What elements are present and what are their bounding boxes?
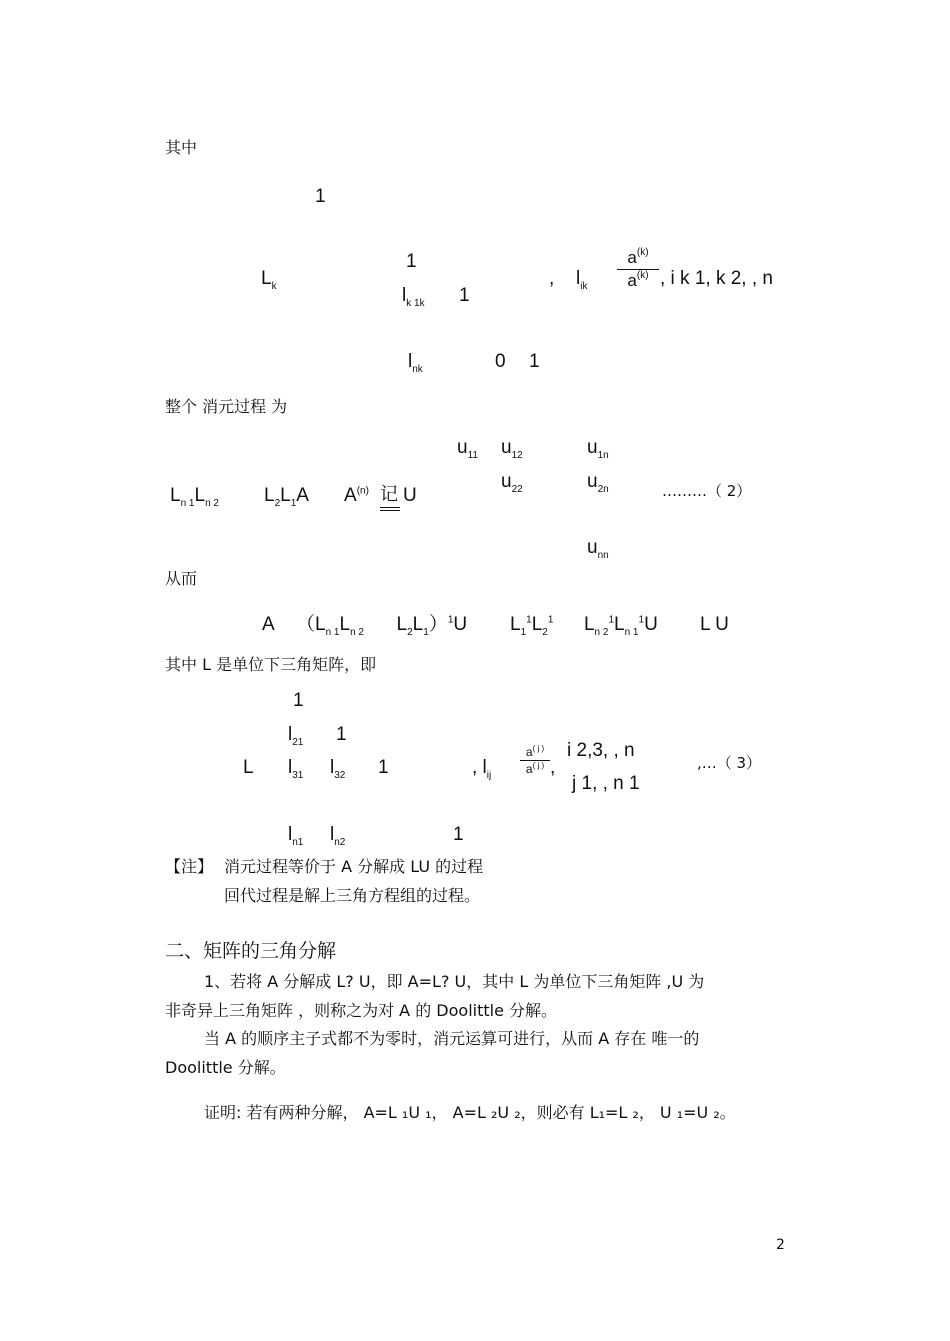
u1n: $u_{1n}$ (587, 437, 609, 461)
doolittle-definition-line1: 1、若将 A 分解成 L? U，即 A=L? U，其中 L 为单位下三角矩阵 ,U 为 (204, 972, 705, 991)
lik-symbol: $l_{ik}$ (576, 268, 588, 292)
l-row1-one: 1 (293, 690, 304, 711)
lij-fraction (520, 745, 550, 776)
l-row3-l32: $l_{32}$ (330, 757, 346, 781)
lk-row2-one: 1 (406, 251, 417, 272)
l-row5-ln1: $l_{n1}$ (288, 824, 304, 848)
l-row2-one: 1 (336, 724, 347, 745)
u22: $u_{22}$ (501, 471, 523, 495)
note-tag: 【注】 (165, 857, 214, 876)
where-l-text: 其中 L 是单位下三角矩阵，即 (165, 655, 377, 674)
l-row3-one: 1 (378, 757, 389, 778)
lij-symbol: , $l_{ij}$ (472, 757, 492, 781)
lij-condition-i: i 2,3, , n (567, 740, 635, 761)
eq3-label: ,…（ 3） (697, 754, 762, 772)
doolittle-definition-line2: 非奇异上三角矩阵 ，则称之为对 A 的 Doolittle 分解。 (165, 1001, 558, 1020)
lk-row3-one: 1 (459, 285, 470, 306)
eq-a-expanded: $L_1^1L_2^1$ $L_{n 2}^1L_{n 1}^1U$ (510, 614, 658, 638)
eq2-mid: $L_2L_1A$ (264, 485, 309, 509)
whole-process-heading: 整个 消元过程 为 (165, 397, 288, 416)
u2n: $u_{2n}$ (587, 471, 609, 495)
eq2-defined-equals-sign (380, 507, 400, 511)
lik-numerator: $a^{(k)}$ (627, 247, 649, 267)
uniqueness-line1: 当 A 的顺序主子式都不为零时，消元运算可进行，从而 A 存在 唯一的 (204, 1029, 700, 1048)
lk-row3-l: $l_{k 1k}$ (402, 285, 425, 309)
lij-numerator: $a^{( j )}$ (525, 744, 545, 759)
eq2-label: ………（ 2） (662, 482, 752, 500)
lik-fraction (617, 248, 659, 291)
eq2-lhs: $L_{n 1}L_{n 2}$ (170, 485, 219, 509)
l-row5-ln2: $l_{n2}$ (330, 824, 346, 848)
eq2-u: U (403, 485, 417, 506)
note-line2: 回代过程是解上三角方程组的过程。 (224, 886, 481, 905)
lk-name: $L_k$ (261, 268, 277, 292)
eq-a-inverse-product: （$L_{n 1}L_{n 2}$ $L_2L_1)^1U$ (296, 614, 468, 638)
thus: 从而 (165, 569, 198, 588)
lij-denominator: $a^{( j )}$ (525, 761, 545, 776)
u12: $u_{12}$ (501, 437, 523, 461)
l-row5-one: 1 (453, 824, 464, 845)
lk-comma: , (549, 268, 555, 289)
section-title: 二、矩阵的三角分解 (165, 940, 337, 962)
eq-a-final: L U (700, 614, 729, 635)
eq2-ji: 记 (380, 484, 398, 505)
l-row2-l21: $l_{21}$ (288, 724, 304, 748)
lij-condition-j: j 1, , n 1 (572, 773, 640, 794)
l-matrix-name: L (243, 757, 254, 778)
unn: $u_{nn}$ (587, 537, 609, 561)
lk-row5-l: $l_{nk}$ (408, 351, 423, 375)
u11: $u_{11}$ (457, 437, 478, 461)
lik-denominator: $a^{(k)}$ (627, 270, 649, 290)
lk-row5-zero: 0 (495, 351, 506, 372)
lk-row5-one: 1 (529, 351, 540, 372)
lik-range: , i k 1, k 2, , n (660, 268, 773, 289)
eq-a-lhs: A (262, 614, 275, 635)
note-line1: 消元过程等价于 A 分解成 LU 的过程 (224, 857, 484, 876)
proof-line: 证明: 若有两种分解， A=L ₁U ₁， A=L ₂U ₂，则必有 L₁=L ₂， U ₁=U ₂。 (204, 1103, 736, 1122)
uniqueness-line2: Doolittle 分解。 (165, 1058, 286, 1077)
page-number: 2 (776, 1237, 785, 1253)
intro-where: 其中 (165, 138, 198, 157)
eq2-an: $A^{(n)}$ (344, 485, 369, 506)
lij-comma: , (550, 757, 556, 778)
lk-row1-one: 1 (315, 186, 326, 207)
l-row3-l31: $l_{31}$ (288, 757, 304, 781)
